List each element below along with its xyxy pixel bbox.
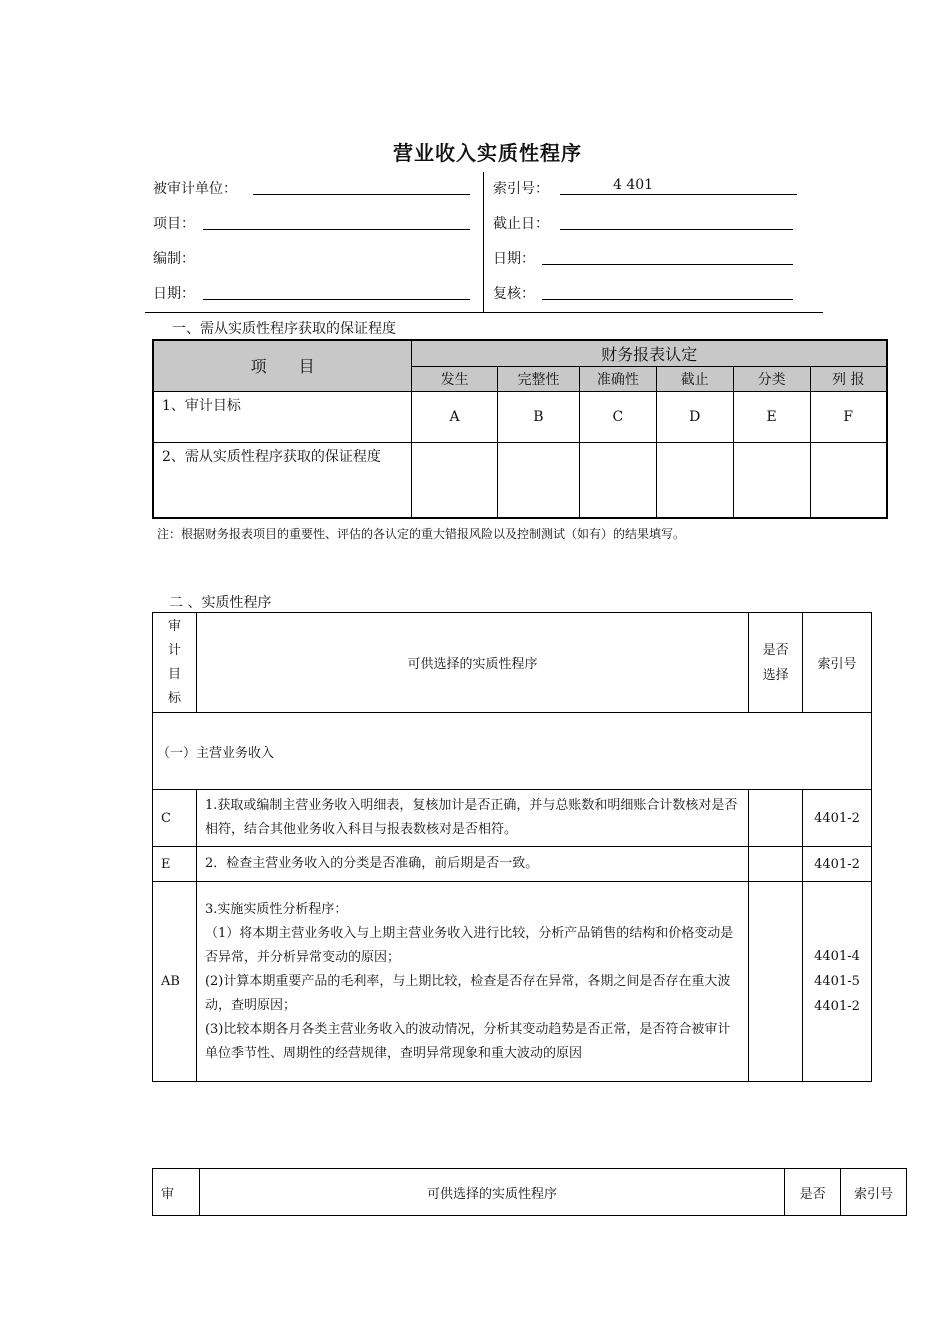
audited-unit-field[interactable]: [253, 178, 470, 195]
col-procedure: 可供选择的实质性程序: [196, 613, 748, 713]
cont-col-audit-target: 审: [153, 1169, 200, 1216]
continuation-table: [152, 1168, 907, 1216]
date-label-right: 日期：: [493, 251, 535, 267]
audit-target-row-label: 1、审计目标: [153, 391, 412, 442]
prepared-label: 编制：: [153, 251, 195, 267]
date-label-left: 日期：: [153, 286, 195, 302]
assurance-cell-presentation[interactable]: [810, 442, 887, 518]
target-c: C: [579, 391, 656, 442]
index-value: 4 401: [613, 177, 654, 193]
col-selected: 是否 选择: [749, 613, 803, 713]
row-index: 4401-2: [803, 790, 872, 847]
section2-heading: 二 、实质性程序: [169, 595, 272, 611]
assurance-cell-accuracy[interactable]: [579, 442, 656, 518]
assurance-cell-cutoff[interactable]: [656, 442, 733, 518]
col-audit-target: 审 计 目 标: [153, 613, 197, 713]
row-procedure-text: 1.获取或编制主营业务收入明细表，复核加计是否正确，并与总账数和明细账合计数核对是否相符，结合其他业务收入科目与报表数核对是否相符。: [196, 790, 748, 847]
target-b: B: [498, 391, 580, 442]
section1-note: 注：根据财务报表项目的重要性、评估的各认定的重大错报风险以及控制测试（如有）的结果填写。: [157, 527, 686, 541]
target-d: D: [656, 391, 733, 442]
index-field[interactable]: [560, 178, 797, 195]
assurance-cell-classification[interactable]: [733, 442, 810, 518]
header-bottom-rule: [145, 312, 823, 313]
audited-unit-label: 被审计单位：: [153, 181, 237, 197]
row-selected-cell[interactable]: [749, 790, 803, 847]
row-procedure-text: 3.实施实质性分析程序： （1）将本期主营业务收入与上期主营业务收入进行比较，分析产品销售的结构和价格变动是否异常，并分析异常变动的原因； (2)计算本期重要产品的毛利率，与上期比较，检查是否存在异常，各期之间是否存在重大波动，查明原因； (3)比较本期各月各类主营业务收入的波动情况，分析其变动趋势是否正常，是否符合被审计单位季节性、周期性的经营规律，查明异常现象和重大波动的原因: [196, 882, 748, 1082]
review-label: 复核：: [493, 286, 535, 302]
item-field[interactable]: [203, 213, 470, 230]
cutoff-field[interactable]: [560, 213, 793, 230]
assertion-col-completeness: 完整性: [498, 366, 580, 391]
row-procedure-text: 2．检查主营业务收入的分类是否准确，前后期是否一致。: [196, 847, 748, 882]
target-f: F: [810, 391, 887, 442]
table-row: [153, 790, 872, 847]
group-title-row: （一）主营业务收入: [153, 713, 872, 790]
header-divider: [483, 172, 484, 312]
row-selected-cell[interactable]: [749, 847, 803, 882]
col-index: 索引号: [803, 613, 872, 713]
page-title: 营业收入实质性程序: [393, 141, 582, 165]
assurance-row-label: 2、需从实质性程序获取的保证程度: [153, 442, 412, 518]
assurance-cell-occurrence[interactable]: [412, 442, 498, 518]
cont-col-selected: 是否: [785, 1169, 841, 1216]
row-target: E: [153, 847, 197, 882]
assertion-col-accuracy: 准确性: [579, 366, 656, 391]
assurance-table: [152, 339, 888, 519]
procedures-table: [152, 612, 872, 1082]
row-selected-cell[interactable]: [749, 882, 803, 1082]
cont-col-procedure: 可供选择的实质性程序: [199, 1169, 784, 1216]
assertion-col-cutoff: 截止: [656, 366, 733, 391]
assertion-header: 财务报表认定: [412, 340, 887, 366]
cont-col-index: 索引号: [841, 1169, 907, 1216]
item-label: 项目：: [153, 216, 195, 232]
target-a: A: [412, 391, 498, 442]
item-header: 项 目: [153, 340, 412, 391]
date-field-left[interactable]: [203, 283, 470, 300]
index-label: 索引号：: [493, 181, 549, 197]
review-field[interactable]: [542, 283, 793, 300]
row-target: AB: [153, 882, 197, 1082]
row-index: 4401-4 4401-5 4401-2: [803, 882, 872, 1082]
date-field-right[interactable]: [542, 248, 793, 265]
table-row: [153, 882, 872, 1082]
cutoff-label: 截止日：: [493, 216, 549, 232]
assertion-col-classification: 分类: [733, 366, 810, 391]
assertion-col-presentation: 列 报: [810, 366, 887, 391]
section1-heading: 一、需从实质性程序获取的保证程度: [172, 321, 396, 337]
target-e: E: [733, 391, 810, 442]
table-row: [153, 847, 872, 882]
row-index: 4401-2: [803, 847, 872, 882]
assurance-cell-completeness[interactable]: [498, 442, 580, 518]
row-target: C: [153, 790, 197, 847]
assertion-col-occurrence: 发生: [412, 366, 498, 391]
